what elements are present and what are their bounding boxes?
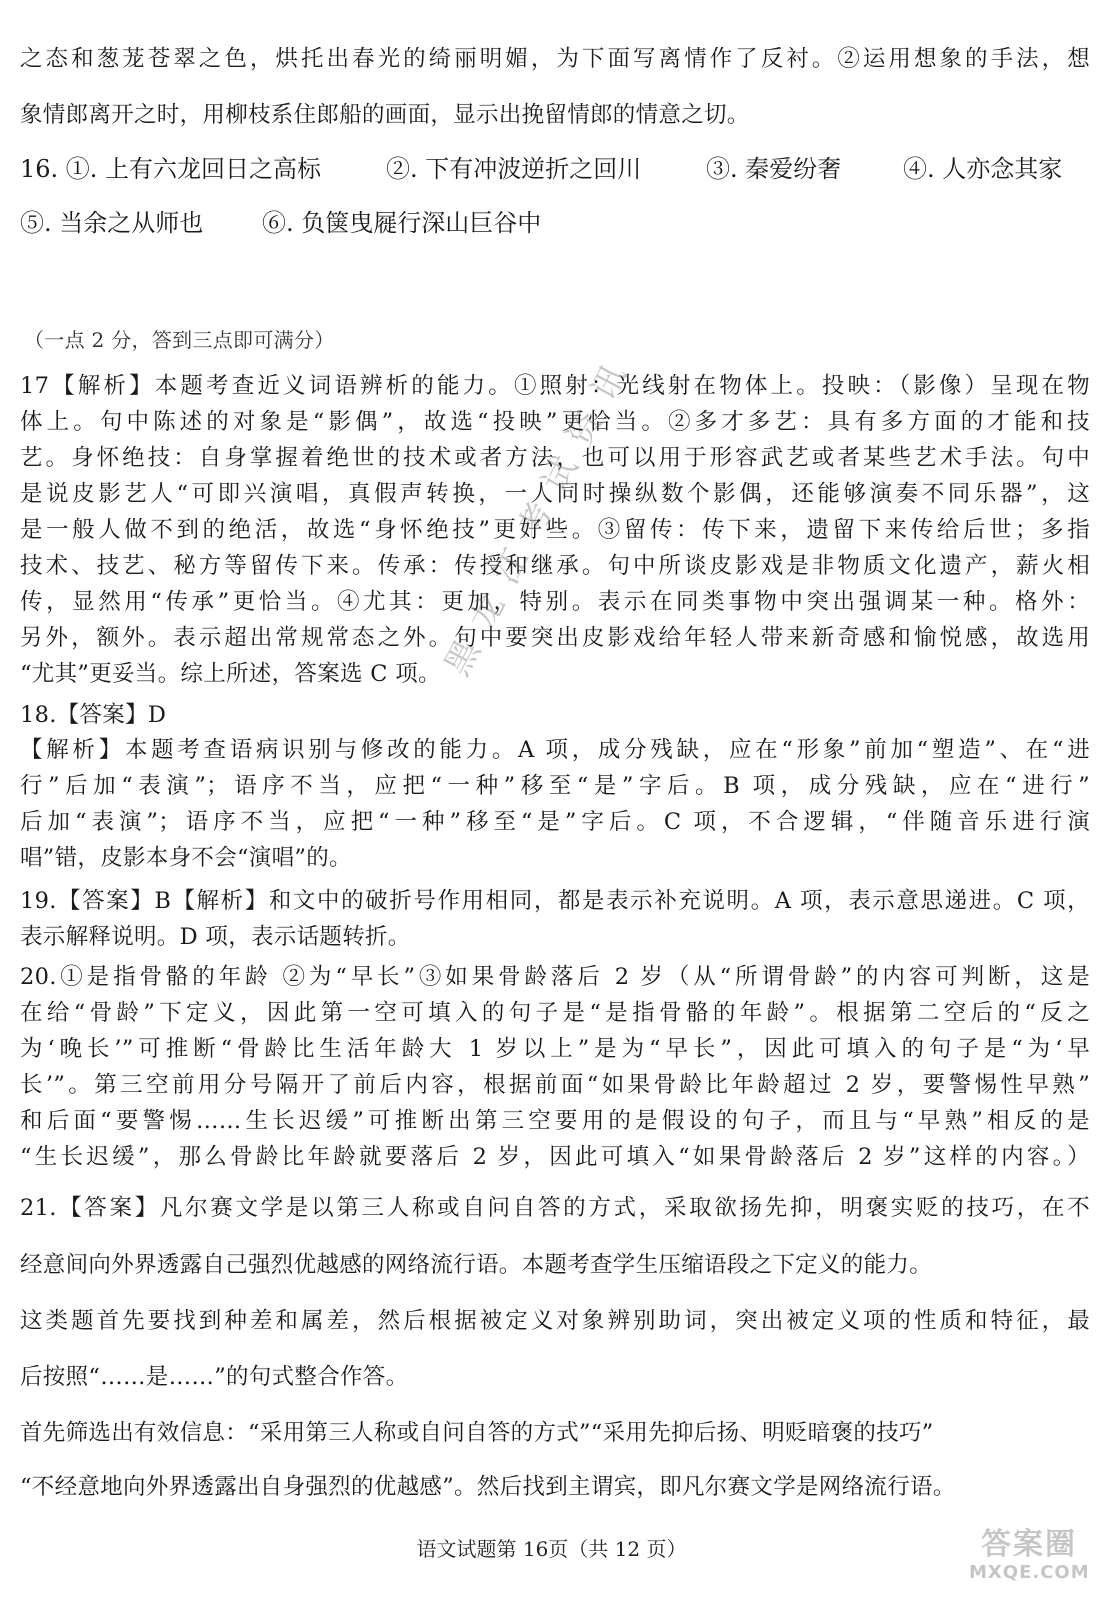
page-footer: 语文试题第 16页（共 12 页）	[416, 1537, 687, 1561]
q20-line: “生长迟缓”，那么骨龄比年龄就要落后 2 岁，因此可填入“如果骨龄落后 2 岁”这样的内容。）	[20, 1144, 1090, 1170]
q21-line: 21.【答案】凡尔赛文学是以第三人称或自问自答的方式，采取欲扬先抑，明褒实贬的技巧，在不	[20, 1195, 1090, 1221]
q17-line: 17【解析】本题考查近义词语辨析的能力。①照射：光线射在物体上。投映：（影像）呈现在物	[20, 373, 1090, 399]
q20-line: 和后面“要警惕……生长迟缓”可推断出第三空要用的是假设的句子，而且与“早熟”相反的是	[20, 1108, 1090, 1134]
site-logo	[969, 1528, 1089, 1590]
q21-line: “不经意地向外界透露出自身强烈的优越感”。然后找到主谓宾，即凡尔赛文学是网络流行语。	[20, 1474, 956, 1500]
q21-line: 经意间向外界透露自己强烈优越感的网络流行语。本题考查学生压缩语段之下定义的能力。	[20, 1252, 933, 1278]
q17-line: 是说皮影艺人“可即兴演唱，真假声转换，一人同时操纵数个影偶，还能够演奏不同乐器”，这	[20, 481, 1090, 507]
q17-line: “尤其”更妥当。综上所述，答案选 C 项。	[20, 661, 441, 687]
top-paragraph-line-2: 象情郎离开之时，用柳枝系住郎船的画面，显示出挽留情郎的情意之切。	[20, 102, 750, 128]
q18-line: 后加“表演”；语序不当，应把“一种”移至“是”字后。C 项，不合逻辑，“伴随音乐进行演	[20, 809, 1090, 835]
top-paragraph-line-1: 之态和葱茏苍翠之色，烘托出春光的绮丽明媚，为下面写离情作了反衬。②运用想象的手法，想	[20, 46, 1090, 72]
q17-line: 是一般人做不到的绝活，故选“身怀绝技”更好些。③留传：传下来，遗留下来传给后世；多指	[20, 517, 1090, 543]
q19-line: 19.【答案】B【解析】和文中的破折号作用相同，都是表示补充说明。A 项，表示意思递进。C 项，	[20, 888, 1090, 914]
q21-line: 首先筛选出有效信息：“采用第三人称或自问自答的方式”“采用先抑后扬、明贬暗褒的技巧”	[20, 1420, 934, 1446]
q20-line: 在给“骨龄”下定义，因此第一空可填入的句子是“是指骨骼的年龄”。根据第二空后的“反之	[20, 1000, 1090, 1026]
q18-line: 行”后加“表演”；语序不当，应把“一种”移至“是”字后。B 项，成分残缺，应在“进行”	[20, 773, 1090, 799]
q16-item-6: ⑥. 负箧曳屣行深山巨谷中	[262, 209, 542, 237]
q16-item-3: ③. 秦爱纷奢	[706, 155, 842, 183]
q16-item-4: ④. 人亦念其家	[903, 155, 1063, 183]
q21-line: 这类题首先要找到种差和属差，然后根据被定义对象辨别助词，突出被定义项的性质和特征，最	[20, 1308, 1090, 1334]
watermark-text: 黑龙江考试资讯	[437, 342, 644, 683]
q20-line: 20.①是指骨骼的年龄 ②为“早长”③如果骨龄落后 2 岁（从“所谓骨龄”的内容可判断，这是	[20, 964, 1090, 990]
q17-line: 传，显然用“传承”更恰当。④尤其：更加，特别。表示在同类事物中突出强调某一种。格外：	[20, 589, 1090, 615]
q19-line: 表示解释说明。D 项，表示话题转折。	[20, 924, 411, 950]
q17-line: 另外，额外。表示超出常规常态之外。句中要突出皮影戏给年轻人带来新奇感和愉悦感，故选用	[20, 625, 1090, 651]
q18-line: 唱”错，皮影本身不会“演唱”的。	[20, 845, 352, 871]
q16-item-2: ②. 下有冲波逆折之回川	[386, 155, 642, 183]
q17-line: 技术、技艺、秘方等留传下来。传承：传授和继承。句中所谈皮影戏是非物质文化遗产，薪火相	[20, 553, 1090, 579]
q17-line: 艺。身怀绝技：自身掌握着绝世的技术或者方法，也可以用于形容武艺或者某些艺术手法。句中	[20, 445, 1090, 471]
q17-line: 体上。句中陈述的对象是“影偶”，故选“投映”更恰当。②多才多艺：具有多方面的才能和技	[20, 409, 1090, 435]
q18-line: 【解析】本题考查语病识别与修改的能力。A 项，成分残缺，应在“形象”前加“塑造”、在“进	[20, 737, 1090, 763]
q20-line: 为‘晚长’”可推断“骨龄比生活年龄大 1 岁以上”是为“早长”，因此可填入的句子是“为‘早	[20, 1036, 1090, 1062]
q20-line: 长’”。第三空前用分号隔开了前后内容，根据前面“如果骨龄比年龄超过 2 岁，要警惕性早熟”	[20, 1072, 1090, 1098]
q18-answer: 18.【答案】D	[20, 702, 167, 728]
scoring-note: （一点 2 分，答到三点即可满分）	[24, 328, 335, 352]
logo-line-1: 答案圈	[981, 1527, 1077, 1562]
q21-line: 后按照“……是……”的句式整合作答。	[20, 1364, 409, 1390]
logo-line-2: MXQE.COM	[969, 1562, 1090, 1583]
q16-item-5: ⑤. 当余之从师也	[20, 209, 204, 237]
q16-item-1: 16. ①. 上有六龙回日之高标	[20, 155, 322, 183]
